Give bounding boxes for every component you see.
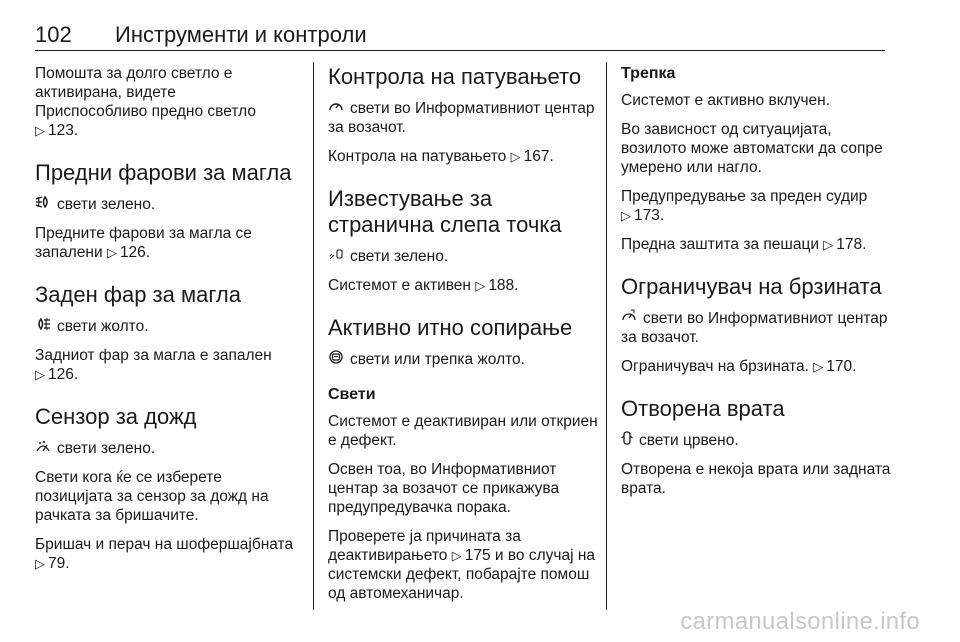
paragraph: свети во Информативниот центар за возачот. [621,310,888,346]
paragraph: свети жолто. [35,317,303,336]
arrow-right-icon: ▷ [35,556,45,571]
paragraph: свети црвено. [621,431,901,450]
paragraph: Отворена е некоја врата или задната врата. [621,461,891,497]
paragraph: Ограничувач на брзината. ▷ 170. [621,358,857,375]
paragraph: свети во Информативниот центар за возачот. [328,100,595,136]
paragraph: Системот е активно вклучен. [621,92,831,109]
front-fog-light-icon [35,195,51,214]
arrow-right-icon: ▷ [813,359,824,374]
page-ref-link[interactable]: 167. [523,148,554,165]
page-ref-link[interactable]: 175 [464,547,491,564]
subsection-heading: Свети [328,386,376,403]
paragraph: Помошта за долго светло е активирана, видете Приспособливо предно светло ▷ 123. [35,65,256,139]
paragraph: Предна заштита за пешаци ▷ 178. [621,236,867,253]
paragraph: Проверете ја причината за деактивирањето ▷ 175 и во случај на системски дефект, побарајте помош од автомеханичар. [328,528,596,602]
arrow-right-icon: ▷ [451,548,462,563]
paragraph: свети зелено. [35,195,303,214]
arrow-right-icon: ▷ [621,208,631,223]
page-ref-link[interactable]: 188. [488,277,519,294]
paragraph: свети зелено. [328,247,598,266]
column-divider [313,62,314,610]
section-heading: Сензор за дожд [35,404,197,429]
paragraph: Системот е активен ▷ 188. [328,277,519,294]
arrow-right-icon: ▷ [510,149,521,164]
page-ref-link[interactable]: 126. [48,366,79,383]
arrow-right-icon: ▷ [35,367,45,382]
page-header [35,22,885,52]
section-heading: Активно итно сопирање [328,315,573,340]
page-ref-link[interactable]: 170. [826,358,857,375]
page-ref-link[interactable]: 79. [48,555,70,572]
paragraph: свети зелено. [35,439,303,458]
section-heading: Заден фар за магла [35,282,241,307]
page-number: 102 [35,22,72,47]
subsection-heading: Трепка [621,65,676,82]
arrow-right-icon: ▷ [35,123,45,138]
column-left [35,64,303,583]
rear-fog-light-icon [35,317,51,336]
page-ref-link[interactable]: 126. [119,244,151,261]
section-heading: Известување за странична слепа точка [328,186,562,237]
section-heading: Ограничувач на брзината [621,274,882,299]
paragraph: Свети кога ќе се изберете позицијата за сензор за дожд на рачката за бришачите. [35,469,269,524]
door-open-icon [621,431,633,450]
paragraph: Во зависност од ситуацијата, возилото може автоматски да сопре умерено или нагло. [621,121,883,176]
header-divider [35,50,885,51]
section-heading: Предни фарови за магла [35,160,292,185]
speed-limiter-icon [621,309,637,328]
paragraph: Бришач и перач на шофершајбната ▷ 79. [35,536,294,572]
blind-spot-icon [328,247,344,266]
emergency-braking-icon [328,350,344,369]
paragraph: Предупредување за преден судир ▷ 173. [621,188,868,224]
arrow-right-icon: ▷ [823,237,834,252]
page-ref-link[interactable]: 123. [48,122,79,139]
cruise-control-icon [328,99,344,118]
arrow-right-icon: ▷ [475,278,486,293]
paragraph: свети или трепка жолто. [328,350,598,369]
paragraph: Задниот фар за магла е запален ▷ 126. [35,347,272,383]
paragraph: Освен тоа, во Информативниот центар за возачот се прикажува предупредувачка порака. [328,461,560,516]
arrow-right-icon: ▷ [106,245,117,260]
column-middle [328,64,598,613]
watermark: carmanualsonline.info [680,608,920,635]
paragraph: Контрола на патувањето ▷ 167. [328,148,554,165]
page-ref-link[interactable]: 178. [836,236,867,253]
column-right [621,64,901,508]
rain-sensor-icon [35,439,51,458]
column-divider [606,62,607,610]
section-heading: Контрола на патувањето [328,64,582,89]
page-title: Инструменти и контроли [115,22,367,47]
paragraph: Предните фарови за магла се запалени ▷ 126. [35,225,252,261]
page-ref-link[interactable]: 173. [634,207,665,224]
paragraph: Системот е деактивиран или откриен е дефект. [328,413,598,449]
section-heading: Отворена врата [621,396,785,421]
